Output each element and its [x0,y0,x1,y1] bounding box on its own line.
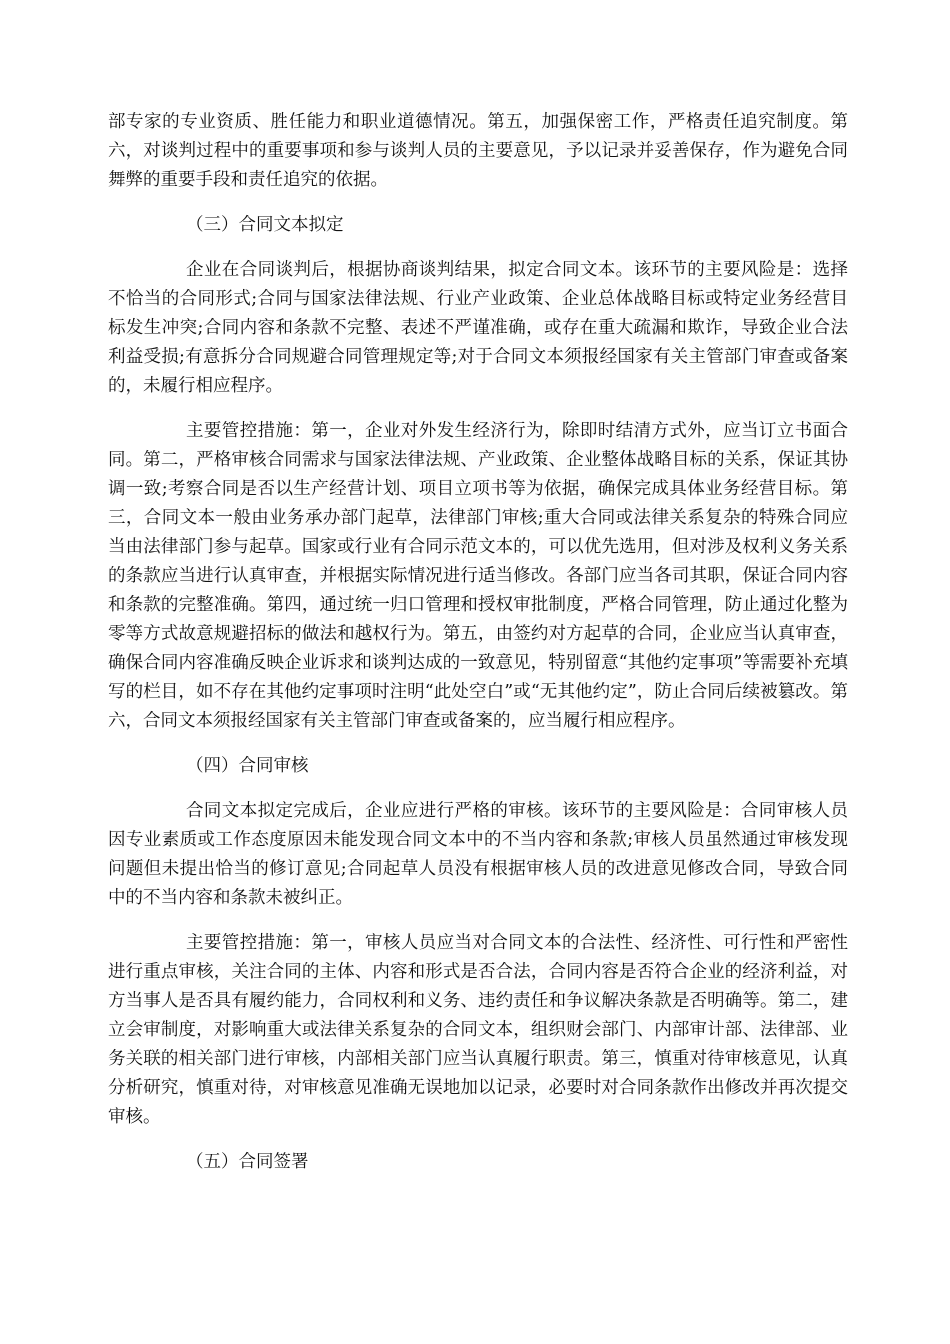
paragraph-lead: 部专家的专业资质、胜任能力和职业道德情况。第五，加强保密工作，严格责任追究制度。第六，对谈判过程中的重要事项和参与谈判人员的主要意见，予以记录并妥善保存，作为避免合同舞弊的重要手段和责任追究的依据。 [108,112,848,190]
paragraph-review-controls: 主要管控措施：第一，审核人员应当对合同文本的合法性、经济性、可行性和严密性进行重点审核，关注合同的主体、内容和形式是否合法，合同内容是否符合企业的经济利益，对方当事人是否具有履约能力，合同权利和义务、违约责任和争议解决条款是否明确等。第二，建立会审制度，对影响重大或法律关系复杂的合同文本，组织财会部门、内部审计部、法律部、业务关联的相关部门进行审核，内部相关部门应当认真履行职责。第三，慎重对待审核意见，认真分析研究，慎重对待，对审核意见准确无误地加以记录，必要时对合同条款作出修改并再次提交审核。 [108,933,848,1127]
paragraph-drafting-controls: 主要管控措施：第一，企业对外发生经济行为，除即时结清方式外，应当订立书面合同。第二，严格审核合同需求与国家法律法规、产业政策、企业整体战略目标的关系，保证其协调一致;考察合同是否以生产经营计划、项目立项书等为依据，确保完成具体业务经营目标。第三，合同文本一般由业务承办部门起草，法律部门审核;重大合同或法律关系复杂的特殊合同应当由法律部门参与起草。国家或行业有合同示范文本的，可以优先选用，但对涉及权利义务关系的条款应当进行认真审查，并根据实际情况进行适当修改。各部门应当各司其职，保证合同内容和条款的完整准确。第四，通过统一归口管理和授权审批制度，严格合同管理，防止通过化整为零等方式故意规避招标的做法和越权行为。第五，由签约对方起草的合同，企业应当认真审查，确保合同内容准确反映企业诉求和谈判达成的一致意见，特别留意“其他约定事项”等需要补充填写的栏目，如不存在其他约定事项时注明“此处空白”或“无其他约定”，防止合同后续被篡改。第六，合同文本须报经国家有关主管部门审查或备案的，应当履行相应程序。 [108,421,848,731]
section-heading-contract-review: （四）合同审核 [186,756,309,776]
paragraph-review-risks: 合同文本拟定完成后，企业应进行严格的审核。该环节的主要风险是：合同审核人员因专业素质或工作态度原因未能发现合同文本中的不当内容和条款;审核人员虽然通过审核发现问题但未提出恰当的修订意见;合同起草人员没有根据审核人员的改进意见修改合同，导致合同中的不当内容和条款未被纠正。 [108,801,848,908]
paragraph-drafting-risks: 企业在合同谈判后，根据协商谈判结果，拟定合同文本。该环节的主要风险是：选择不恰当的合同形式;合同与国家法律法规、行业产业政策、企业总体战略目标或特定业务经营目标发生冲突;合同内容和条款不完整、表述不严谨准确，或存在重大疏漏和欺诈，导致企业合法利益受损;有意拆分合同规避合同管理规定等;对于合同文本须报经国家有关主管部门审查或备案的，未履行相应程序。 [108,260,848,396]
section-heading-contract-signing: （五）合同签署 [186,1152,309,1172]
document-page [108,108,848,1193]
section-heading-contract-drafting: （三）合同文本拟定 [186,215,344,235]
